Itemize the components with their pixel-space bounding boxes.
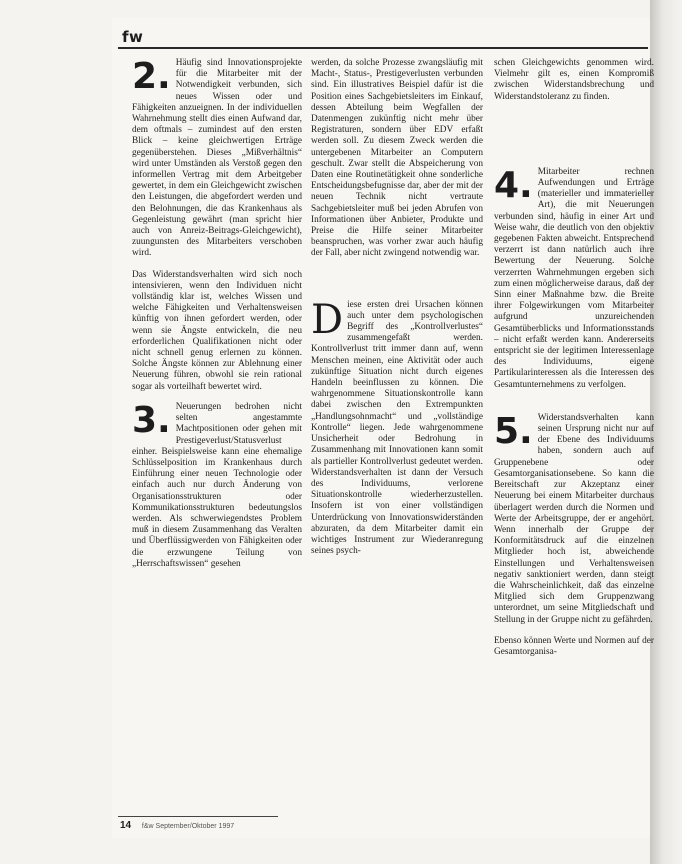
paragraph: werden, da solche Prozesse zwangsläufig mit Macht-, Status-, Prestigeverlusten verbunden sind. Ein illustratives Beispiel dafür ist die Position eines Sachgebietsleiters im Einkauf, dessen Abteilung beim Wegfallen der Datenmengen zukünftig nicht mehr über Registraturen, sondern über EDV erfaßt werden soll. Zu diesem Zweck werden die untergebenen Mitarbeiter an Computern geschult. Zwar stellt die Abspeicherung von Daten eine Routinetätigkeit ohne sonderliche Entscheidungsbefugnisse dar, aber der mit der neuen Technik nicht vertraute Sachgebietsleiter muß bei jeden Abrufen von Informationen über Anbieter, Produkte und Preise die Hilfe seiner Mitarbeiter beanspruchen, was vorher zwar auch häufig der Fall, aber nicht zwingend notwendig war. [311,58,483,259]
paragraph: schen Gleichgewichts genommen wird. Vielmehr gilt es, einen Kompromiß zwischen Widerstandsbrechung und Widerstandstoleranz zu finden. [494,58,654,102]
section-text: Häufig sind Innovationsprojekte für die Mitarbeiter mit der Notwendigkeit verbunden, sich neues Wissen oder und Fähigkeiten anzueignen. In der individuellen Wahrnehmung stellt dies einen Aufwand dar, dem oftmals – zumindest auf den ersten Blick – keine gleichwertigen Erträge gegenüberstehen. Dieses „Mißverhältnis“ wird unter Umständen als Verstoß gegen den informellen Vertrag mit dem Arbeitgeber gewertet, in dem ein Gleichgewicht zwischen den Leistungen, die abgefordert werden und den Belohnungen, die das Krankenhaus als Gegenleistung gewährt (man spricht hier auch von Anreiz-Beitrags-Gleichgewicht), zuungunsten des Mitarbeiters verschoben wird. [132,58,302,259]
section-2 [132,58,302,260]
scan-margin-left [0,0,112,864]
section-number: 4. [494,164,533,206]
page-number: 14 [120,820,132,831]
section-number: 2. [132,56,171,97]
column-1 [132,58,302,580]
section-5 [494,410,654,626]
section-text: Widerstandsverhalten kann seinen Ursprung nicht nur auf der Ebene des Individuums haben, sondern auch auf Gruppenebene oder Gesamtorganisationsebene. So kann die Bereitschaft zur Akzeptanz einer Neuerung bei einem Mitarbeiter durchaus überlagert werden durch die Normen und Werte der Arbeitsgruppe, der er angehört. Wenn innerhalb der Gruppe der Konformitätsdruck auf die einzelnen Mitglieder hoch ist, abweichende Einstellungen und Verhaltensweisen negativ sanktioniert werden, dann steigt die Wahrscheinlichkeit, daß das einzelne Mitglied sich dem Gruppenzwang unterordnet, um seine Mitgliedschaft und Stellung in der Gruppe nicht zu gefährden. [494,412,654,625]
section-3 [132,399,302,570]
footer-rule [118,816,278,817]
section-text: Neuerungen bedrohen nicht selten angestammte Machtpositionen oder gehen mit Prestigeverlust/Statusverlust einher. Beispielsweise kann eine ehemalige Schlüsselposition im Krankenhaus durch Einführung einer neuen Technologie oder einfach auch nur durch Änderung von Organisationsstrukturen oder Kommunikationsstrukturen bedeutungslos werden. Als schwerwiegendstes Problem muß in diesem Zusammenhang das Veralten und Überflüssigwerden von Fähigkeiten oder die erzwungene Teilung von „Herrschaftswissen“ gesehen [132,401,302,569]
footer-source: f&w September/Oktober 1997 [141,823,235,830]
magazine-logo: fw [122,28,144,46]
paragraph-text: iese ersten drei Ursachen können auch unter dem psychologischen Begriff des „Kontrollverlustes“ zusammengefaßt werden. Kontrollverlust tritt immer dann auf, wenn Menschen meinen, eine Aktivität oder auch zukünftige Situation nicht durch eigenes Handeln beeinflussen zu können. Die wahrgenommene Situationskontrolle kann dabei zwischen den Extrempunkten „Handlungsohnmacht“ und „vollständige Kontrolle“ liegen. Jede wahrgenommene Unsicherheit oder Bedrohung in Zusammenhang mit Innovationen kann somit als partieller Kontrollverlust gedeutet werden. Widerstandsverhalten ist dann der Versuch des Individuums, verlorene Situationskontrolle wiederherzustellen. Insofern ist von einer vollständigen Unterdrückung von Innovationswiderständen abzuraten, da dem Mitarbeiter damit ein wichtiges Instrument zur Wiederanregung seines psych- [311,299,483,557]
header-rule [118,47,648,49]
section-number: 5. [494,410,533,452]
section-4 [494,164,654,391]
drop-cap: D [311,296,344,343]
paragraph: Ebenso können Werte und Normen auf der Gesamtorganisa- [494,635,654,657]
page-fold-shadow [650,0,682,864]
paragraph: Das Widerstandsverhalten wird sich noch intensivieren, wenn den Individuen nicht vollständig klar ist, welches Wissen und welche Fähigkeiten und Verhaltensweisen künftig von ihnen gefordert werden, oder wenn sie Ängste entwickeln, die neu erforderlichen Qualifikationen nicht oder nicht schnell genug erlernen zu können. Solche Ängste können zur Ablehnung einer Neuerung führen, obwohl sie rein rational sogar als vorteilhaft bewertet wird. [132,269,302,392]
column-2 [311,58,483,567]
column-3 [494,58,654,667]
section-text: Mitarbeiter rechnen Aufwendungen und Erträge (materieller und immaterieller Art), die mit Neuerungen verbunden sind, häufig in einer Art und Weise wahr, die deutlich von den objektiv gegebenen Fakten abweicht. Entsprechend verzerrt ist dann natürlich auch ihre Bewertung der Neuerung. Solche verzerrten Wahrnehmungen ergeben sich zum einen möglicherweise daraus, daß der Sinn einer Maßnahme bzw. die Breite ihrer Folgewirkungen vom Mitarbeiter aufgrund unzureichenden Gesamtüberblicks und Informationsstands – nicht erfaßt werden kann. Andererseits entspricht sie der legitimen Interessenlage des Individuums, eigene Partikularinteressen als die Interessen des Gesamtunternehmens zu verfolgen. [494,166,654,390]
page-footer [120,820,280,831]
paragraph-dropcap [311,296,483,558]
section-number: 3. [132,399,171,441]
